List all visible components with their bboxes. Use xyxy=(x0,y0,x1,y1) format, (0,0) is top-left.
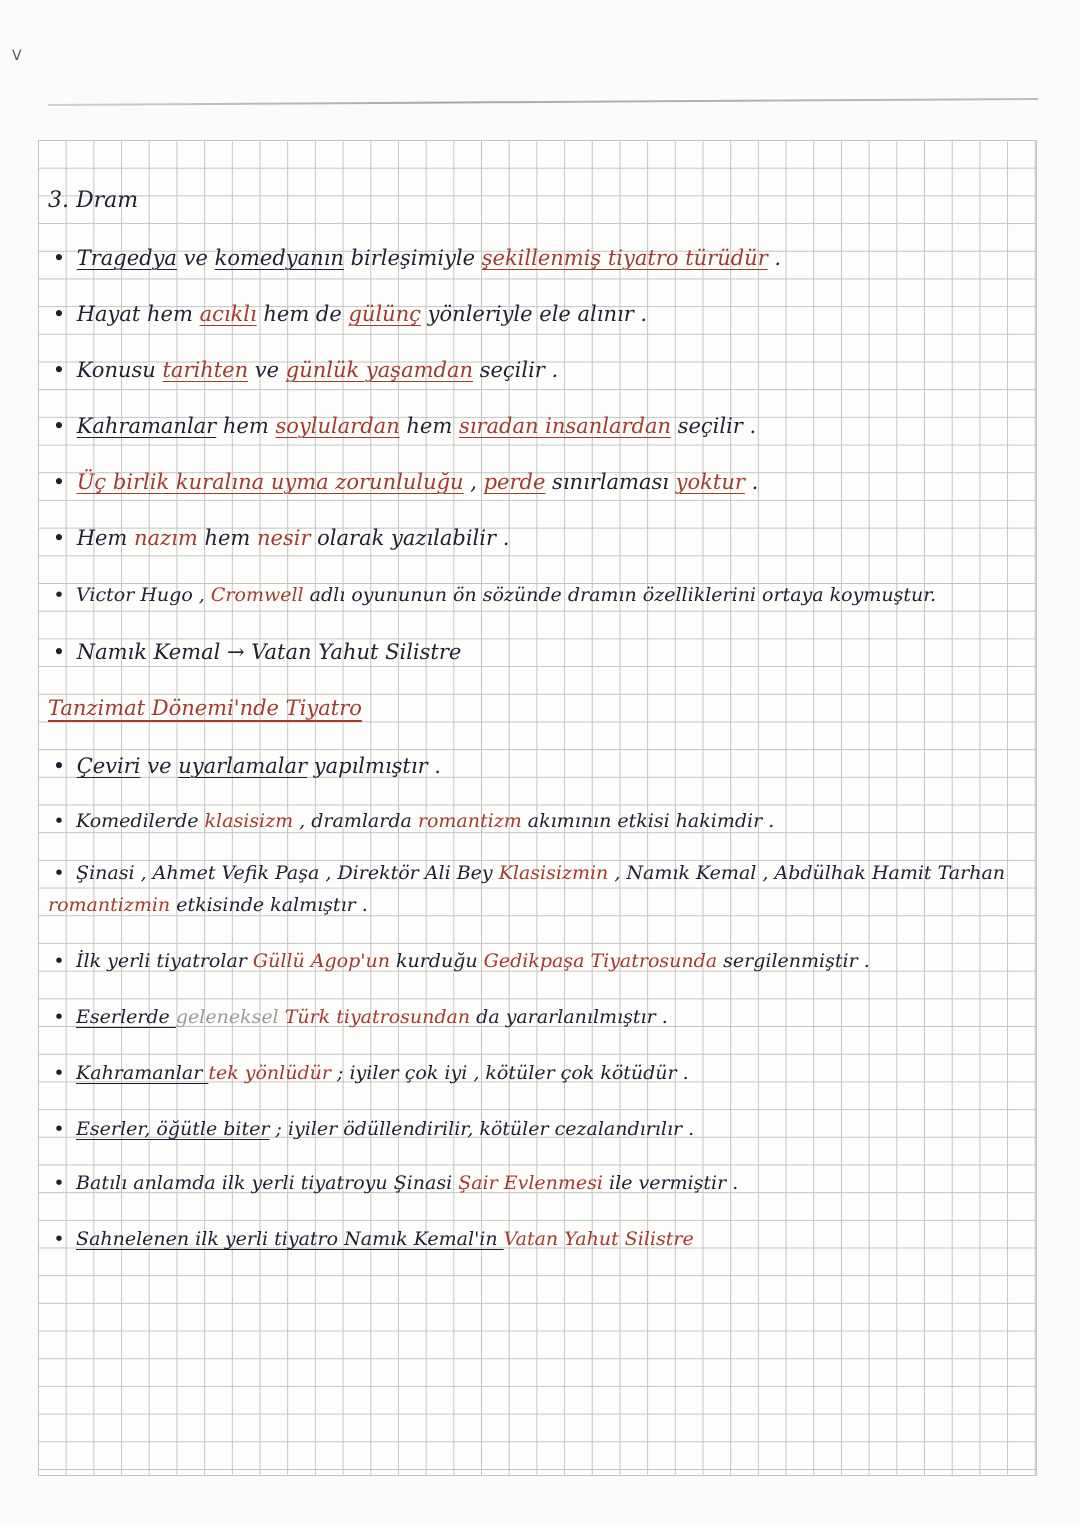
term: Evlenmesi xyxy=(503,1172,603,1194)
term: Vatan xyxy=(503,1228,559,1250)
term: gülünç xyxy=(348,302,421,326)
text: Namık Kemal xyxy=(76,640,221,664)
corner-mark: V xyxy=(12,48,22,64)
text: ; iyiler ödüllendirilir, kötüler cezalandırılır . xyxy=(269,1118,695,1140)
term: yoktur xyxy=(675,470,745,494)
bullet-icon: • xyxy=(53,1006,65,1028)
bullet-icon: • xyxy=(53,1228,65,1250)
bullet-icon: • xyxy=(53,1118,65,1140)
text: , Namık Kemal , Abdülhak Hamit Tarhan xyxy=(608,862,1006,884)
text: Batılı anlamda ilk yerli tiyatroyu Şinasi xyxy=(76,1172,459,1194)
text: hem xyxy=(216,414,276,438)
bullet-icon: • xyxy=(53,862,65,884)
dram-line-2 xyxy=(48,302,647,326)
term: Yahut xyxy=(564,1228,619,1250)
text: hem xyxy=(197,526,257,550)
term: nesir xyxy=(257,526,311,550)
text: seçilir . xyxy=(671,414,757,438)
tanzimat-line-3-cont xyxy=(48,894,368,916)
bullet-icon: • xyxy=(52,470,66,494)
text: etkisinde kalmıştır . xyxy=(170,894,368,916)
dram-line-7 xyxy=(48,584,936,606)
term: Silistre xyxy=(624,1228,694,1250)
text: ve xyxy=(176,246,215,270)
text: yapılmıştır . xyxy=(307,754,441,778)
term: romantizmin xyxy=(48,894,171,916)
top-rule xyxy=(48,98,1038,106)
text: İlk yerli tiyatrolar xyxy=(76,950,253,972)
bullet-icon: • xyxy=(53,950,65,972)
text: ile vermiştir . xyxy=(603,1172,739,1194)
dram-line-3 xyxy=(48,358,558,382)
text: Vatan Yahut Silistre xyxy=(251,640,462,664)
text: ve xyxy=(140,754,179,778)
term: soylulardan xyxy=(275,414,400,438)
term: günlük yaşamdan xyxy=(285,358,473,382)
term: sıradan insanlardan xyxy=(458,414,671,438)
tanzimat-line-7 xyxy=(48,1118,694,1140)
dram-line-5 xyxy=(48,470,758,494)
term: Sahnelenen ilk yerli tiyatro Namık Kemal'in xyxy=(76,1228,504,1250)
tanzimat-line-2 xyxy=(48,810,774,832)
bullet-icon: • xyxy=(53,810,65,832)
term: geleneksel xyxy=(175,1006,279,1028)
term: Tragedya xyxy=(76,246,177,270)
text: Konusu xyxy=(76,358,163,382)
term: uyarlamalar xyxy=(178,754,308,778)
dram-line-8 xyxy=(48,640,461,664)
term: Türk tiyatrosundan xyxy=(284,1006,471,1028)
tanzimat-line-5 xyxy=(48,1006,668,1028)
text: ve xyxy=(248,358,286,382)
dram-line-4 xyxy=(48,414,756,438)
bullet-icon: • xyxy=(52,358,66,382)
text: . xyxy=(744,470,759,494)
bullet-icon: • xyxy=(53,1062,65,1084)
term: perde xyxy=(483,470,546,494)
term: Eserlerde xyxy=(76,1006,176,1028)
text: Şinasi , Ahmet Vefik Paşa , Direktör Ali Bey xyxy=(76,862,499,884)
term: Kahramanlar xyxy=(76,414,217,438)
tanzimat-line-6 xyxy=(48,1062,689,1084)
term: Klasisizmin xyxy=(498,862,609,884)
tanzimat-line-4 xyxy=(48,950,870,972)
text: Hayat xyxy=(76,302,141,326)
text: ; iyiler çok iyi , kötüler çok kötüdür . xyxy=(330,1062,689,1084)
bullet-icon: • xyxy=(53,1172,65,1194)
tanzimat-line-1 xyxy=(48,754,441,778)
bullet-icon: • xyxy=(52,414,66,438)
bullet-icon: • xyxy=(52,754,66,778)
text: seçilir . xyxy=(473,358,559,382)
term: Şair xyxy=(458,1172,498,1194)
section-title-dram xyxy=(48,188,138,213)
tanzimat-line-3 xyxy=(48,862,1005,884)
text: , dramlarda xyxy=(293,810,418,832)
section-title-tanzimat xyxy=(48,696,362,720)
term: komedyanın xyxy=(214,246,344,270)
text: kurduğu xyxy=(389,950,484,972)
text: Victor Hugo xyxy=(76,584,193,606)
bullet-icon: • xyxy=(52,246,66,270)
term: klasisizm xyxy=(204,810,294,832)
text: yönleriyle ele alınır . xyxy=(420,302,648,326)
term: Eserler, öğütle biter xyxy=(76,1118,270,1140)
tanzimat-line-8 xyxy=(48,1172,738,1194)
text: Komedilerde xyxy=(76,810,205,832)
dram-line-1 xyxy=(48,246,781,270)
dram-heading-text: 3. Dram xyxy=(48,188,139,213)
term: şekillenmiş tiyatro türüdür xyxy=(481,246,768,270)
bullet-icon: • xyxy=(52,640,66,664)
text: hem de xyxy=(256,302,349,326)
term: Gedikpaşa Tiyatrosunda xyxy=(483,950,718,972)
term: Cromwell xyxy=(210,584,304,606)
grid-paper xyxy=(38,140,1037,1476)
bullet-icon: • xyxy=(53,584,65,606)
bullet-icon: • xyxy=(52,302,66,326)
text: hem xyxy=(399,414,459,438)
text: . xyxy=(767,246,782,270)
text: akımının etkisi hakimdir . xyxy=(521,810,775,832)
text: , xyxy=(463,470,484,494)
text: da yararlanılmıştır . xyxy=(470,1006,668,1028)
term: Çeviri xyxy=(76,754,141,778)
text: Hem xyxy=(76,526,135,550)
term: acıklı xyxy=(199,302,257,326)
text: sınırlaması xyxy=(545,470,676,494)
term: tek yönlüdür xyxy=(208,1062,331,1084)
term: Kahramanlar xyxy=(76,1062,209,1084)
arrow-icon: → xyxy=(220,640,252,664)
bullet-icon: • xyxy=(52,526,66,550)
tanzimat-heading-text: Tanzimat Dönemi'nde Tiyatro xyxy=(48,696,362,720)
text: adlı oyununun ön sözünde dramın özelliklerini ortaya koymuştur. xyxy=(303,584,937,606)
term: Güllü Agop'un xyxy=(252,950,390,972)
term: romantizm xyxy=(417,810,522,832)
text: sergilenmiştir . xyxy=(717,950,870,972)
term: nazım xyxy=(134,526,198,550)
term: Üç birlik kuralına uyma zorunluluğu xyxy=(76,470,464,494)
dram-line-6 xyxy=(48,526,509,550)
text: birleşimiyle xyxy=(343,246,482,270)
term: tarihten xyxy=(162,358,249,382)
tanzimat-line-9 xyxy=(48,1228,694,1250)
text: olarak yazılabilir . xyxy=(310,526,510,550)
text: hem xyxy=(140,302,200,326)
text: , xyxy=(192,584,211,606)
